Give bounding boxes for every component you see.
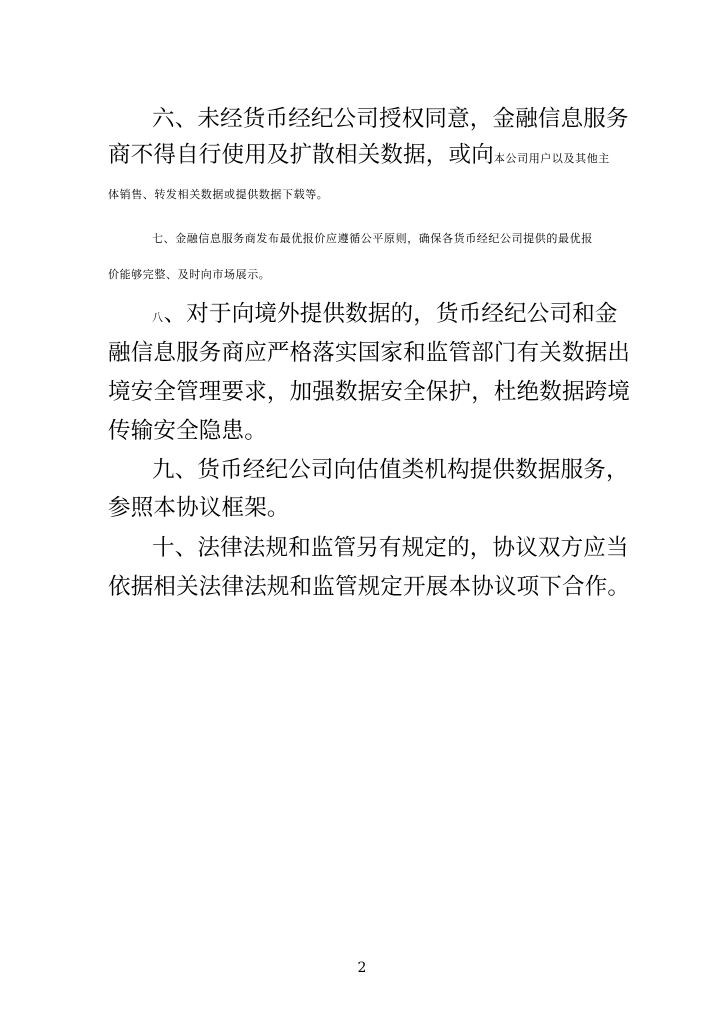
- clause-8-line-2: 融信息服务商应严格落实国家和监管部门有关数据出: [108, 340, 631, 366]
- clause-9-line-1: 九、货币经纪公司向估值类机构提供数据服务，: [152, 457, 629, 483]
- clause-8-line-1-text: 、对于向境外提供数据的，货币经纪公司和金: [163, 301, 618, 327]
- clause-6-inline-small-text: 本公司用户以及其他主: [493, 152, 610, 165]
- clause-10-line-1: 十、法律法规和监管另有规定的，协议双方应当: [152, 535, 629, 561]
- clause-9-line-2: 参照本协议框架。: [108, 495, 290, 521]
- clause-8-line-3: 境安全管理要求，加强数据安全保护，杜绝数据跨境: [108, 379, 631, 405]
- page-number: 2: [357, 960, 367, 976]
- clause-8-line-4: 传输安全隐患。: [108, 418, 267, 444]
- clause-6-line-2-text: 商不得自行使用及扩散相关数据，或向: [108, 142, 494, 168]
- clause-7-line-2: 价能够完整、及时向市场展示。: [108, 268, 271, 281]
- clause-6-line-1: 六、未经货币经纪公司授权同意，金融信息服务: [152, 106, 629, 132]
- clause-6-line-3: 体销售、转发相关数据或提供数据下载等。: [108, 188, 329, 201]
- clause-8-marker: 八: [152, 311, 164, 324]
- clause-10-line-2: 依据相关法律法规和监管规定开展本协议项下合作。: [108, 574, 631, 600]
- clause-6-line-2: [108, 140, 610, 174]
- clause-7-line-1: 七、金融信息服务商发布最优报价应遵循公平原则，确保各货币经纪公司提供的最优报: [152, 232, 593, 245]
- clause-8-line-1: [152, 299, 618, 333]
